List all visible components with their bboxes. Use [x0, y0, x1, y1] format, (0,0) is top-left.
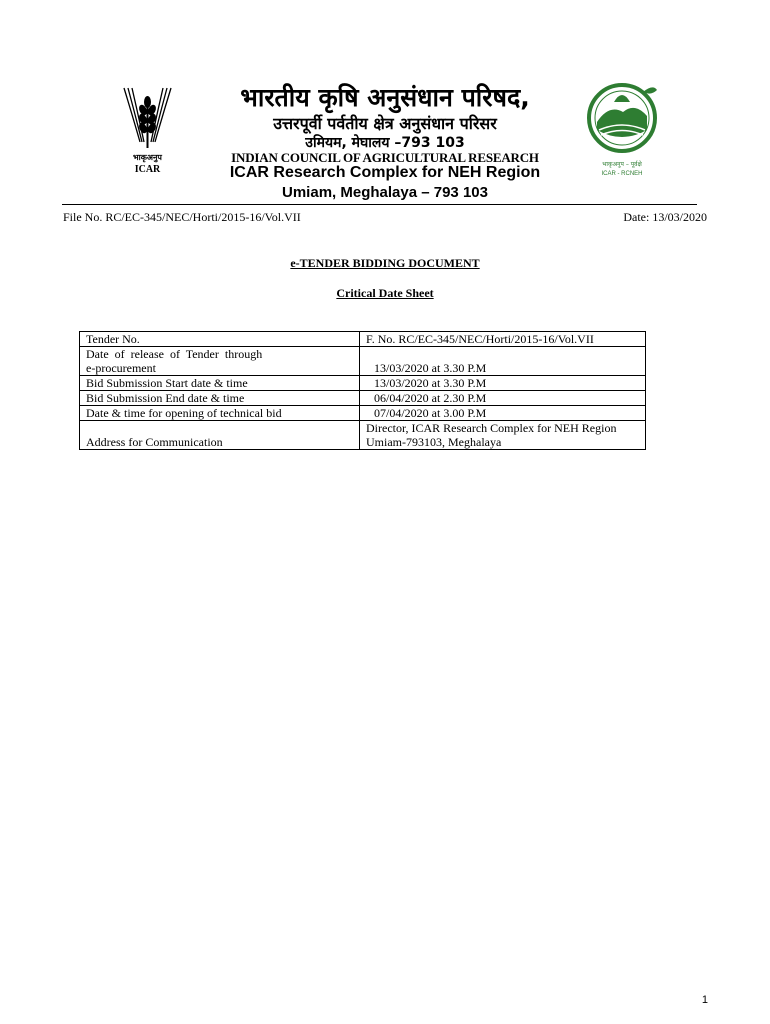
table-row — [80, 406, 646, 421]
table-cell-label: Date & time for opening of technical bid — [80, 406, 360, 421]
table-cell-value: F. No. RC/EC-345/NEC/Horti/2015-16/Vol.VII — [360, 332, 646, 347]
icar-logo-text: ICAR — [134, 164, 161, 175]
table-row — [80, 347, 646, 376]
table-cell-value-text: 13/03/2020 at 3.30 P.M — [374, 361, 487, 375]
critical-date-table — [79, 331, 646, 450]
table-cell-value-line: Director, ICAR Research Complex for NEH Region — [366, 421, 617, 435]
rcneh-logo-hindi: भाकृअनुप – पूर्वक्षे — [602, 161, 642, 168]
letterhead-english-line-1: INDIAN COUNCIL OF AGRICULTURAL RESEARCH — [231, 150, 539, 165]
letterhead-divider — [62, 204, 697, 205]
table-row — [80, 376, 646, 391]
table-cell-label: Bid Submission Start date & time — [80, 376, 360, 391]
file-number: File No. RC/EC-345/NEC/Horti/2015-16/Vol.VII — [63, 210, 301, 224]
table-cell-value: 07/04/2020 at 3.00 P.M — [360, 406, 646, 421]
table-cell-label-line: e-procurement — [86, 361, 156, 375]
letterhead-hindi-line-2: उत्तरपूर्वी पर्वतीय क्षेत्र अनुसंधान परिसर — [273, 114, 497, 133]
rcneh-logo-text: ICAR - RCNEH — [601, 171, 643, 177]
table-cell-value — [360, 347, 646, 376]
document-title: e-TENDER BIDDING DOCUMENT — [290, 256, 480, 270]
letterhead — [0, 0, 770, 210]
icar-logo-hindi: भाकृअनुप — [133, 153, 162, 162]
page-number: 1 — [701, 994, 708, 1006]
table-cell-label — [80, 347, 360, 376]
table-cell-label: Address for Communication — [80, 421, 360, 450]
table-row — [80, 421, 646, 450]
table-cell-label: Bid Submission End date & time — [80, 391, 360, 406]
table-cell-label-line: Date of release of Tender through — [86, 347, 263, 361]
table-cell-value — [360, 421, 646, 450]
table-cell-value: 13/03/2020 at 3.30 P.M — [360, 376, 646, 391]
letterhead-hindi-line-1: भारतीय कृषि अनुसंधान परिषद, — [240, 83, 530, 112]
letterhead-english-line-3: Umiam, Meghalaya – 793 103 — [282, 184, 488, 201]
letterhead-hindi-line-3: उमियम, मेघालय –793 103 — [305, 135, 465, 151]
table-cell-label: Tender No. — [80, 332, 360, 347]
table-cell-value: 06/04/2020 at 2.30 P.M — [360, 391, 646, 406]
letterhead-english-line-2: ICAR Research Complex for NEH Region — [229, 164, 541, 181]
table-cell-value-line: Umiam-793103, Meghalaya — [366, 435, 502, 449]
table-row — [80, 391, 646, 406]
table-row — [80, 332, 646, 347]
document-date: Date: 13/03/2020 — [623, 210, 707, 224]
document-subtitle: Critical Date Sheet — [336, 286, 434, 300]
